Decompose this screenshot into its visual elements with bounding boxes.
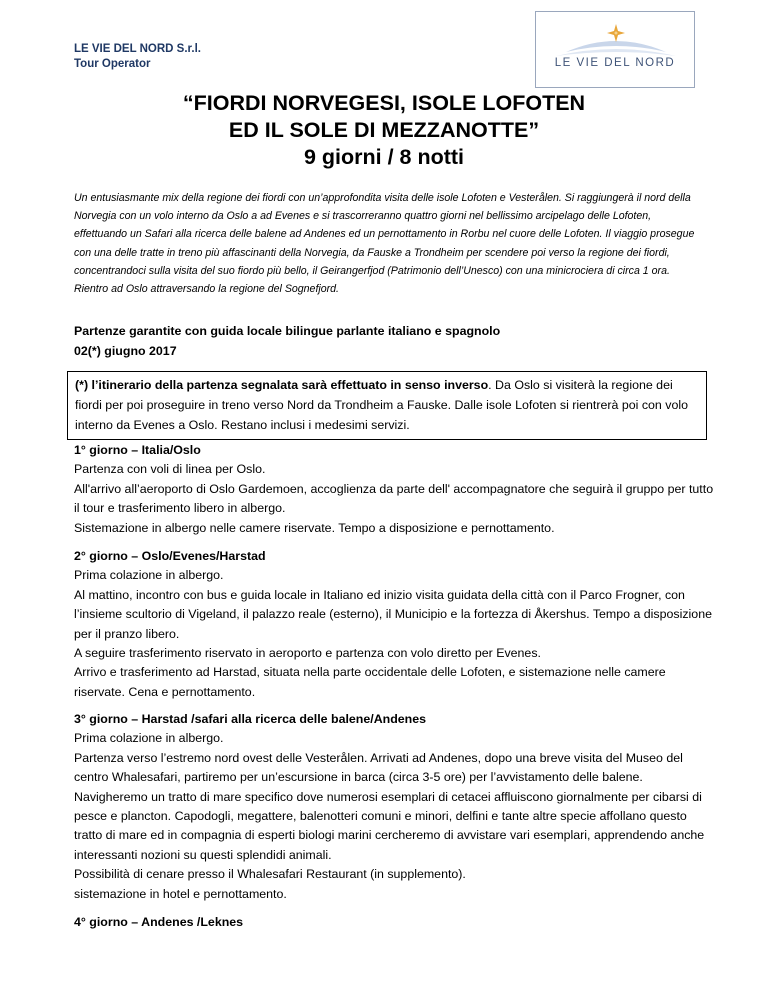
logo-star-icon (536, 12, 696, 89)
day-3-section (74, 710, 714, 904)
departures-guide-line: Partenze garantite con guida locale bilingue parlante italiano e spagnolo (74, 324, 501, 338)
departures-date-line: 02(*) giugno 2017 (74, 343, 177, 358)
day-title: 3° giorno – Harstad /safari alla ricerca delle balene/Andenes (74, 712, 427, 726)
day-title: 4° giorno – Andenes /Leknes (74, 915, 244, 929)
day-line: Prima colazione in albergo. (74, 568, 224, 583)
day-line: Partenza verso l’estremo nord ovest delle Vesterålen. Arrivati ad Andenes, dopo una breve visita del Museo del centro Whalesafari, partiremo per un’escursione in barca (circa 3-5 ore) per l’avvistamento delle balene. Navigheremo un tratto di mare specifico dove numerosi esemplari di cetacei affluiscono giornalmente per cibarsi di pesce e plancton. Capodogli, megattere, balenotteri comuni e minori, delfini e tante altre specie affollano questo tratto di mare ed in compagnia di esperti biologi marini cercheremo di avvistare vari esemplari, apprendendo anche interessanti nozioni su questi splendidi animali. (74, 750, 705, 862)
day-4-section (74, 913, 714, 932)
day-1-section (74, 441, 714, 538)
company-logo (535, 11, 695, 88)
day-line: All'arrivo all’aeroporto di Oslo Gardemoen, accoglienza da parte dell' accompagnatore che seguirà il gruppo per tutto il tour e trasferimento libero in albergo. (74, 481, 714, 516)
page-title (74, 90, 694, 171)
day-title: 2° giorno – Oslo/Evenes/Harstad (74, 549, 266, 563)
day-line: sistemazione in hotel e pernottamento. (74, 886, 287, 901)
title-line-2: ED IL SOLE DI MEZZANOTTE” (228, 118, 540, 142)
day-2-section (74, 547, 714, 702)
day-line: Arrivo e trasferimento ad Harstad, situata nella parte occidentale delle Lofoten, e sistemazione nelle camere riservate. Cena e pernottamento. (74, 665, 666, 699)
day-title: 1° giorno – Italia/Oslo (74, 443, 201, 457)
note-text: . Da Oslo si visiterà la regione dei fiordi per poi proseguire in treno verso Nord da Trondheim a Fauske. Dalle isole Lofoten si rientrerà poi con volo interno da Evenes a Oslo. Restano inclusi i medesimi servizi. (75, 378, 688, 432)
title-line-3: 9 giorni / 8 notti (303, 145, 465, 169)
note-bold-text: (*) l’itinerario della partenza segnalata sarà effettuato in senso inverso (75, 378, 489, 392)
day-line: Prima colazione in albergo. (74, 731, 224, 746)
day-line: Partenza con voli di linea per Oslo. (74, 462, 266, 477)
company-name: LE VIE DEL NORD S.r.l. (74, 43, 201, 55)
day-line: Al mattino, incontro con bus e guida locale in Italiano ed inizio visita guidata della città con il Parco Frogner, con l’insieme scultorio di Vigeland, il palazzo reale (esterno), il Municipio e la fortezza di Åkershus. Tempo a disposizione per il pranzo libero. (74, 587, 712, 641)
title-line-1: “FIORDI NORVEGESI, ISOLE LOFOTEN (182, 91, 586, 115)
company-subtitle: Tour Operator (74, 58, 151, 70)
departures-info (74, 322, 704, 361)
company-header (74, 42, 201, 72)
intro-paragraph: Un entusiasmante mix della regione dei fiordi con un’approfondita visita delle isole Lofoten e Vesterålen. Si raggiungerà il nord della Norvegia con un volo interno da Oslo a ad Evenes e si trascorreranno quattro giorni nel bellissimo arcipelago delle Lofoten, effettuando un Safari alla ricerca delle balene ad Andenes ed un pernottamento in Rorbu nel cuore delle Lofoten. Il viaggio prosegue con una delle tratte in treno più affascinanti della Norvegia, da Fauske a Trondheim per scendere poi verso la regione dei fiordi, concentrandoci sulla visita del suo fiordo più bello, il Geirangerfjod (Patrimonio dell’Unesco) con una minicrociera di circa 1 ora. Rientro ad Oslo attraversando la regione del Sognefjord. (74, 192, 695, 296)
day-line: Sistemazione in albergo nelle camere riservate. Tempo a disposizione e pernottamento. (74, 520, 555, 535)
logo-text: LE VIE DEL NORD (554, 57, 676, 69)
reverse-itinerary-note (67, 371, 707, 440)
day-line: A seguire trasferimento riservato in aeroporto e partenza con volo diretto per Evenes. (74, 646, 541, 661)
day-line: Possibilità di cenare presso il Whalesafari Restaurant (in supplemento). (74, 867, 466, 882)
